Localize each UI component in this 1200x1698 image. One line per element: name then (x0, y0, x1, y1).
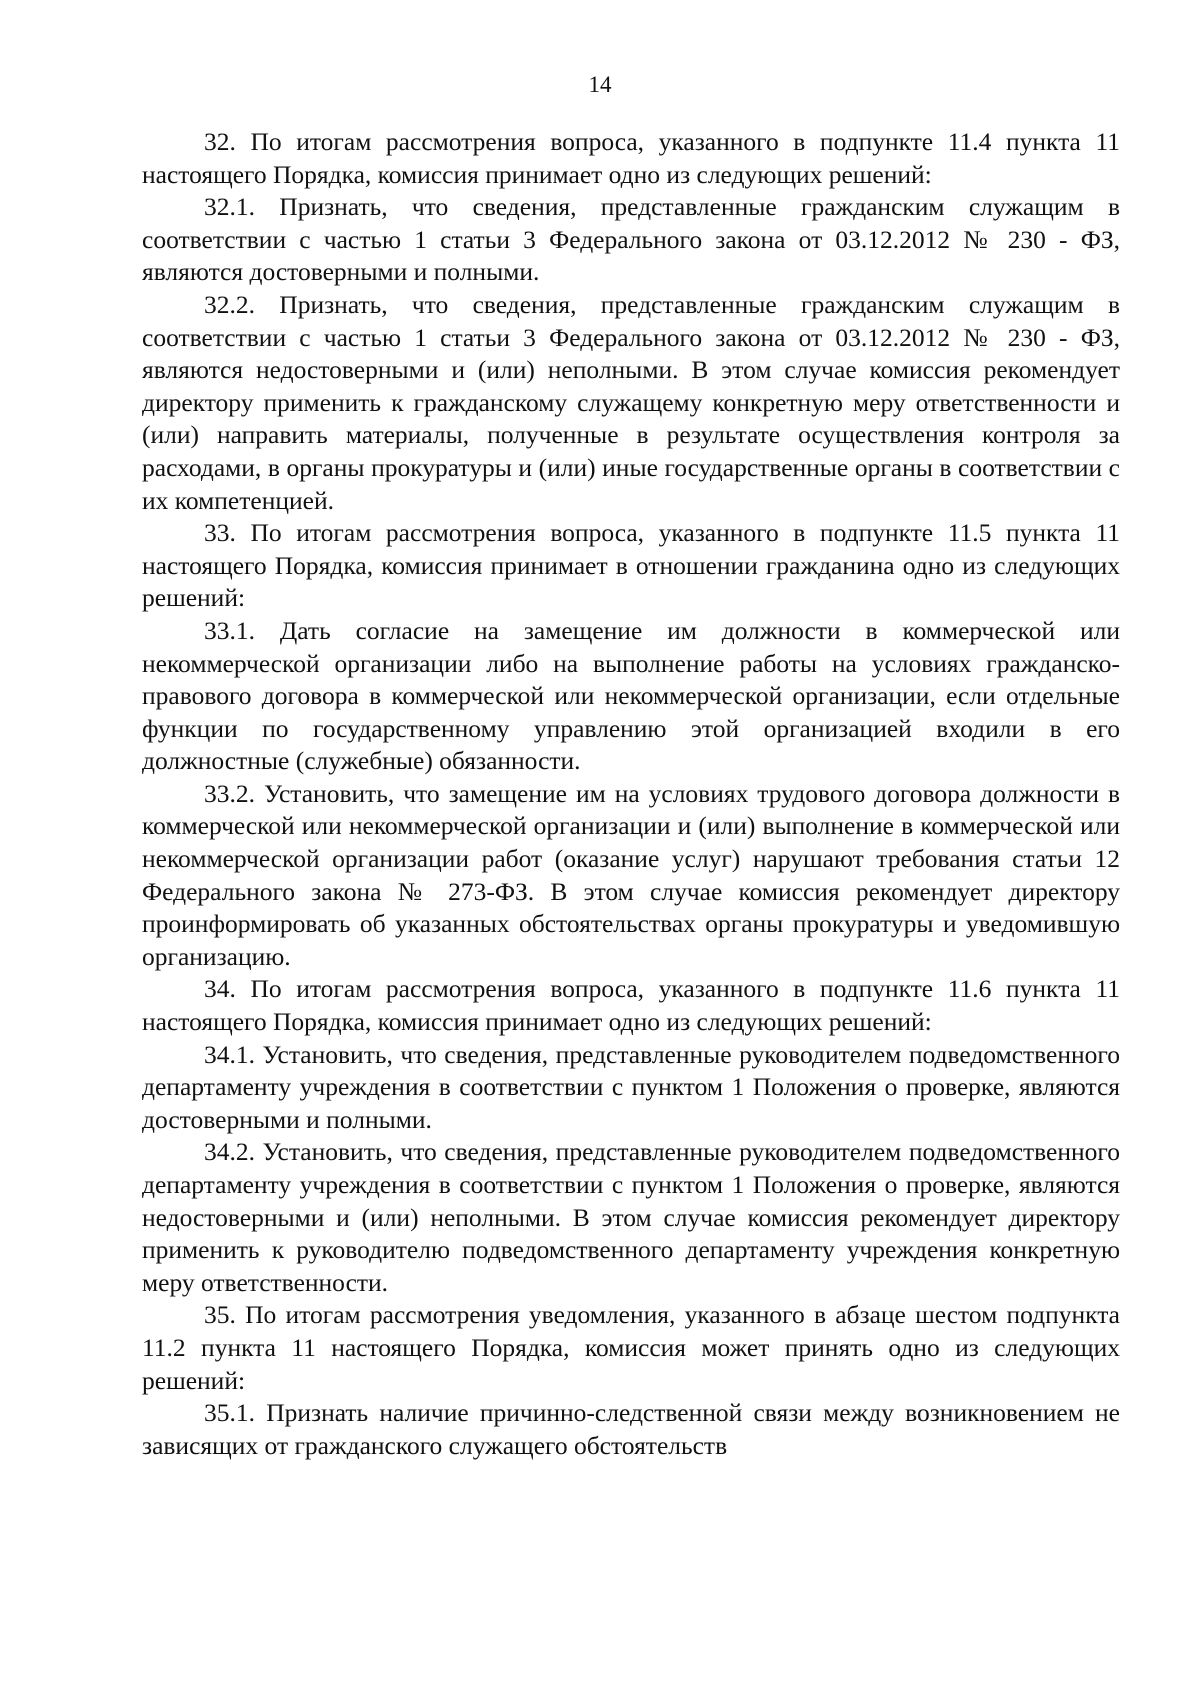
paragraph-32-1: 32.1. Признать, что сведения, представленные гражданским служащим в соответствии с частью 1 статьи 3 Федерального закона от 03.12.2012 № 230 - ФЗ, являются достоверными и полными. (142, 192, 1120, 287)
paragraph-32: 32. По итогам рассмотрения вопроса, указанного в подпункте 11.4 пункта 11 настоящего Порядка, комиссия принимает одно из следующих решений: (142, 127, 1120, 189)
paragraph-34: 34. По итогам рассмотрения вопроса, указанного в подпункте 11.6 пункта 11 настоящего Порядка, комиссия принимает одно из следующих решений: (142, 974, 1120, 1037)
document-body (142, 126, 1120, 1462)
paragraph-33-2: 33.2. Установить, что замещение им на условиях трудового договора должности в коммерческой или некоммерческой организации и (или) выполнение в коммерческой или некоммерческой организации работ (оказание услуг) нарушают требования статьи 12 Федерального закона № 273-ФЗ. В этом случае комиссия рекомендует директору проинформировать об указанных обстоятельствах органы прокуратуры и уведомившую организацию. (142, 778, 1120, 971)
paragraph-35-1: 35.1. Признать наличие причинно-следственной связи между возникновением не зависящих от гражданского служащего обстоятельств (142, 1398, 1120, 1460)
paragraph-33-1: 33.1. Дать согласие на замещение им должности в коммерческой или некоммерческой организации либо на выполнение работы на условиях гражданско-правового договора в коммерческой или некоммерческой организации, если отдельные функции по государственному управлению этой организацией входили в его должностные (служебные) обязанности. (142, 615, 1120, 776)
page-number: 14 (588, 72, 612, 97)
paragraph-34-2: 34.2. Установить, что сведения, представленные руководителем подведомственного департаменту учреждения в соответствии с пунктом 1 Положения о проверке, являются недостоверными и (или) неполными. В этом случае комиссия рекомендует директору применить к руководителю подведомственного департаменту учреждения конкретную меру ответственности. (142, 1137, 1120, 1297)
paragraph-34-1: 34.1. Установить, что сведения, представленные руководителем подведомственного департаменту учреждения в соответствии с пунктом 1 Положения о проверке, являются достоверными и полными. (142, 1039, 1120, 1134)
paragraph-32-2: 32.2. Признать, что сведения, представленные гражданским служащим в соответствии с частью 1 статьи 3 Федерального закона от 03.12.2012 № 230 - ФЗ, являются недостоверными и (или) неполными. В этом случае комиссия рекомендует директору применить к гражданскому служащему конкретную меру ответственности и (или) направить материалы, полученные в результате осуществления контроля за расходами, в органы прокуратуры и (или) иные государственные органы в соответствии с их компетенцией. (142, 289, 1120, 515)
paragraph-35: 35. По итогам рассмотрения уведомления, указанного в абзаце шестом подпункта 11.2 пункта 11 настоящего Порядка, комиссия может принять одно из следующих решений: (142, 1300, 1120, 1395)
paragraph-33: 33. По итогам рассмотрения вопроса, указанного в подпункте 11.5 пункта 11 настоящего Порядка, комиссия принимает в отношении гражданина одно из следующих решений: (142, 518, 1120, 613)
